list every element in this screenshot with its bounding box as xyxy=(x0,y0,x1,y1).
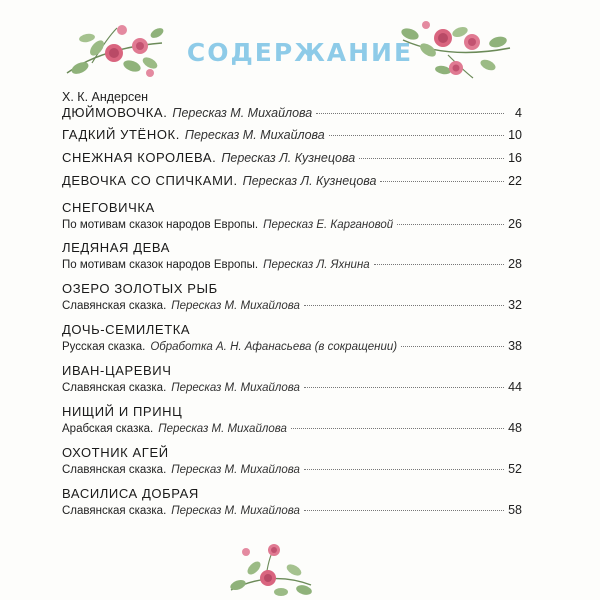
entry-page: 38 xyxy=(508,339,522,353)
entry-retell: Пересказ Л. Кузнецова xyxy=(221,151,356,165)
dot-leader xyxy=(316,112,504,114)
entry-page: 10 xyxy=(508,128,522,142)
dot-leader xyxy=(374,263,504,265)
page-title: СОДЕРЖАНИЕ xyxy=(186,38,414,67)
entry-origin: Славянская сказка. xyxy=(62,382,167,394)
entry-page: 16 xyxy=(508,151,522,165)
dot-leader xyxy=(304,386,504,388)
toc-entry[interactable] xyxy=(62,105,522,121)
entry-origin: Арабская сказка. xyxy=(62,423,154,435)
entry-page: 28 xyxy=(508,257,522,271)
entry-origin: Славянская сказка. xyxy=(62,505,167,517)
entry-retell: Пересказ Е. Каргановой xyxy=(263,219,394,231)
toc-entry[interactable] xyxy=(62,150,522,166)
entry-title: ОЗЕРО ЗОЛОТЫХ РЫБ xyxy=(62,281,218,296)
entry-retell: Пересказ Л. Яхнина xyxy=(263,259,370,271)
entry-page: 22 xyxy=(508,174,522,188)
dot-leader xyxy=(380,180,504,182)
entry-title: ДОЧЬ-СЕМИЛЕТКА xyxy=(62,322,191,337)
entry-title: ДЮЙМОВОЧКА. xyxy=(62,105,168,120)
toc-entry[interactable] xyxy=(62,322,522,355)
entry-origin: По мотивам сказок народов Европы. xyxy=(62,259,259,271)
entry-origin: Славянская сказка. xyxy=(62,300,167,312)
toc-entry[interactable] xyxy=(62,486,522,519)
dot-leader xyxy=(304,468,504,470)
author-name: Х. К. Андерсен xyxy=(62,90,149,104)
entry-title: ОХОТНИК АГЕЙ xyxy=(62,445,169,460)
entry-title: ДЕВОЧКА СО СПИЧКАМИ. xyxy=(62,173,238,188)
entry-page: 44 xyxy=(508,380,522,394)
entry-page: 4 xyxy=(515,106,522,120)
entry-title: ВАСИЛИСА ДОБРАЯ xyxy=(62,486,199,501)
entry-origin: Русская сказка. xyxy=(62,341,146,353)
entry-retell: Обработка А. Н. Афанасьева (в сокращении) xyxy=(150,341,398,353)
entry-title: СНЕЖНАЯ КОРОЛЕВА. xyxy=(62,150,217,165)
toc-entry[interactable] xyxy=(62,173,522,189)
dot-leader xyxy=(304,509,504,511)
dot-leader xyxy=(359,157,504,159)
entry-retell: Пересказ М. Михайлова xyxy=(171,300,300,312)
entry-title: ЛЕДЯНАЯ ДЕВА xyxy=(62,240,171,255)
entry-page: 52 xyxy=(508,462,522,476)
toc-entry[interactable] xyxy=(62,363,522,396)
entry-retell: Пересказ М. Михайлова xyxy=(172,106,313,120)
toc-entry[interactable] xyxy=(62,445,522,478)
toc-entry[interactable] xyxy=(62,404,522,437)
entry-title: НИЩИЙ И ПРИНЦ xyxy=(62,404,183,419)
entry-origin: Славянская сказка. xyxy=(62,464,167,476)
entry-page: 48 xyxy=(508,421,522,435)
toc-entry[interactable] xyxy=(62,281,522,314)
entry-title: СНЕГОВИЧКА xyxy=(62,200,155,215)
entry-origin: По мотивам сказок народов Европы. xyxy=(62,219,259,231)
entry-retell: Пересказ М. Михайлова xyxy=(171,464,300,476)
toc-entry[interactable] xyxy=(62,127,522,143)
dot-leader xyxy=(397,223,504,225)
entry-page: 32 xyxy=(508,298,522,312)
entry-retell: Пересказ М. Михайлова xyxy=(171,505,300,517)
entry-retell: Пересказ М. Михайлова xyxy=(158,423,287,435)
entry-retell: Пересказ Л. Кузнецова xyxy=(242,174,377,188)
entry-retell: Пересказ М. Михайлова xyxy=(171,382,300,394)
entry-title: ГАДКИЙ УТЁНОК. xyxy=(62,127,180,142)
toc-entry[interactable] xyxy=(62,240,522,273)
rose-branch-icon xyxy=(226,540,316,598)
entry-title: ИВАН-ЦАРЕВИЧ xyxy=(62,363,172,378)
entry-page: 58 xyxy=(508,503,522,517)
entry-retell: Пересказ М. Михайлова xyxy=(184,128,325,142)
toc-entry[interactable] xyxy=(62,200,522,233)
dot-leader xyxy=(329,134,504,136)
entry-page: 26 xyxy=(508,217,522,231)
dot-leader xyxy=(401,345,504,347)
dot-leader xyxy=(304,304,504,306)
dot-leader xyxy=(291,427,504,429)
